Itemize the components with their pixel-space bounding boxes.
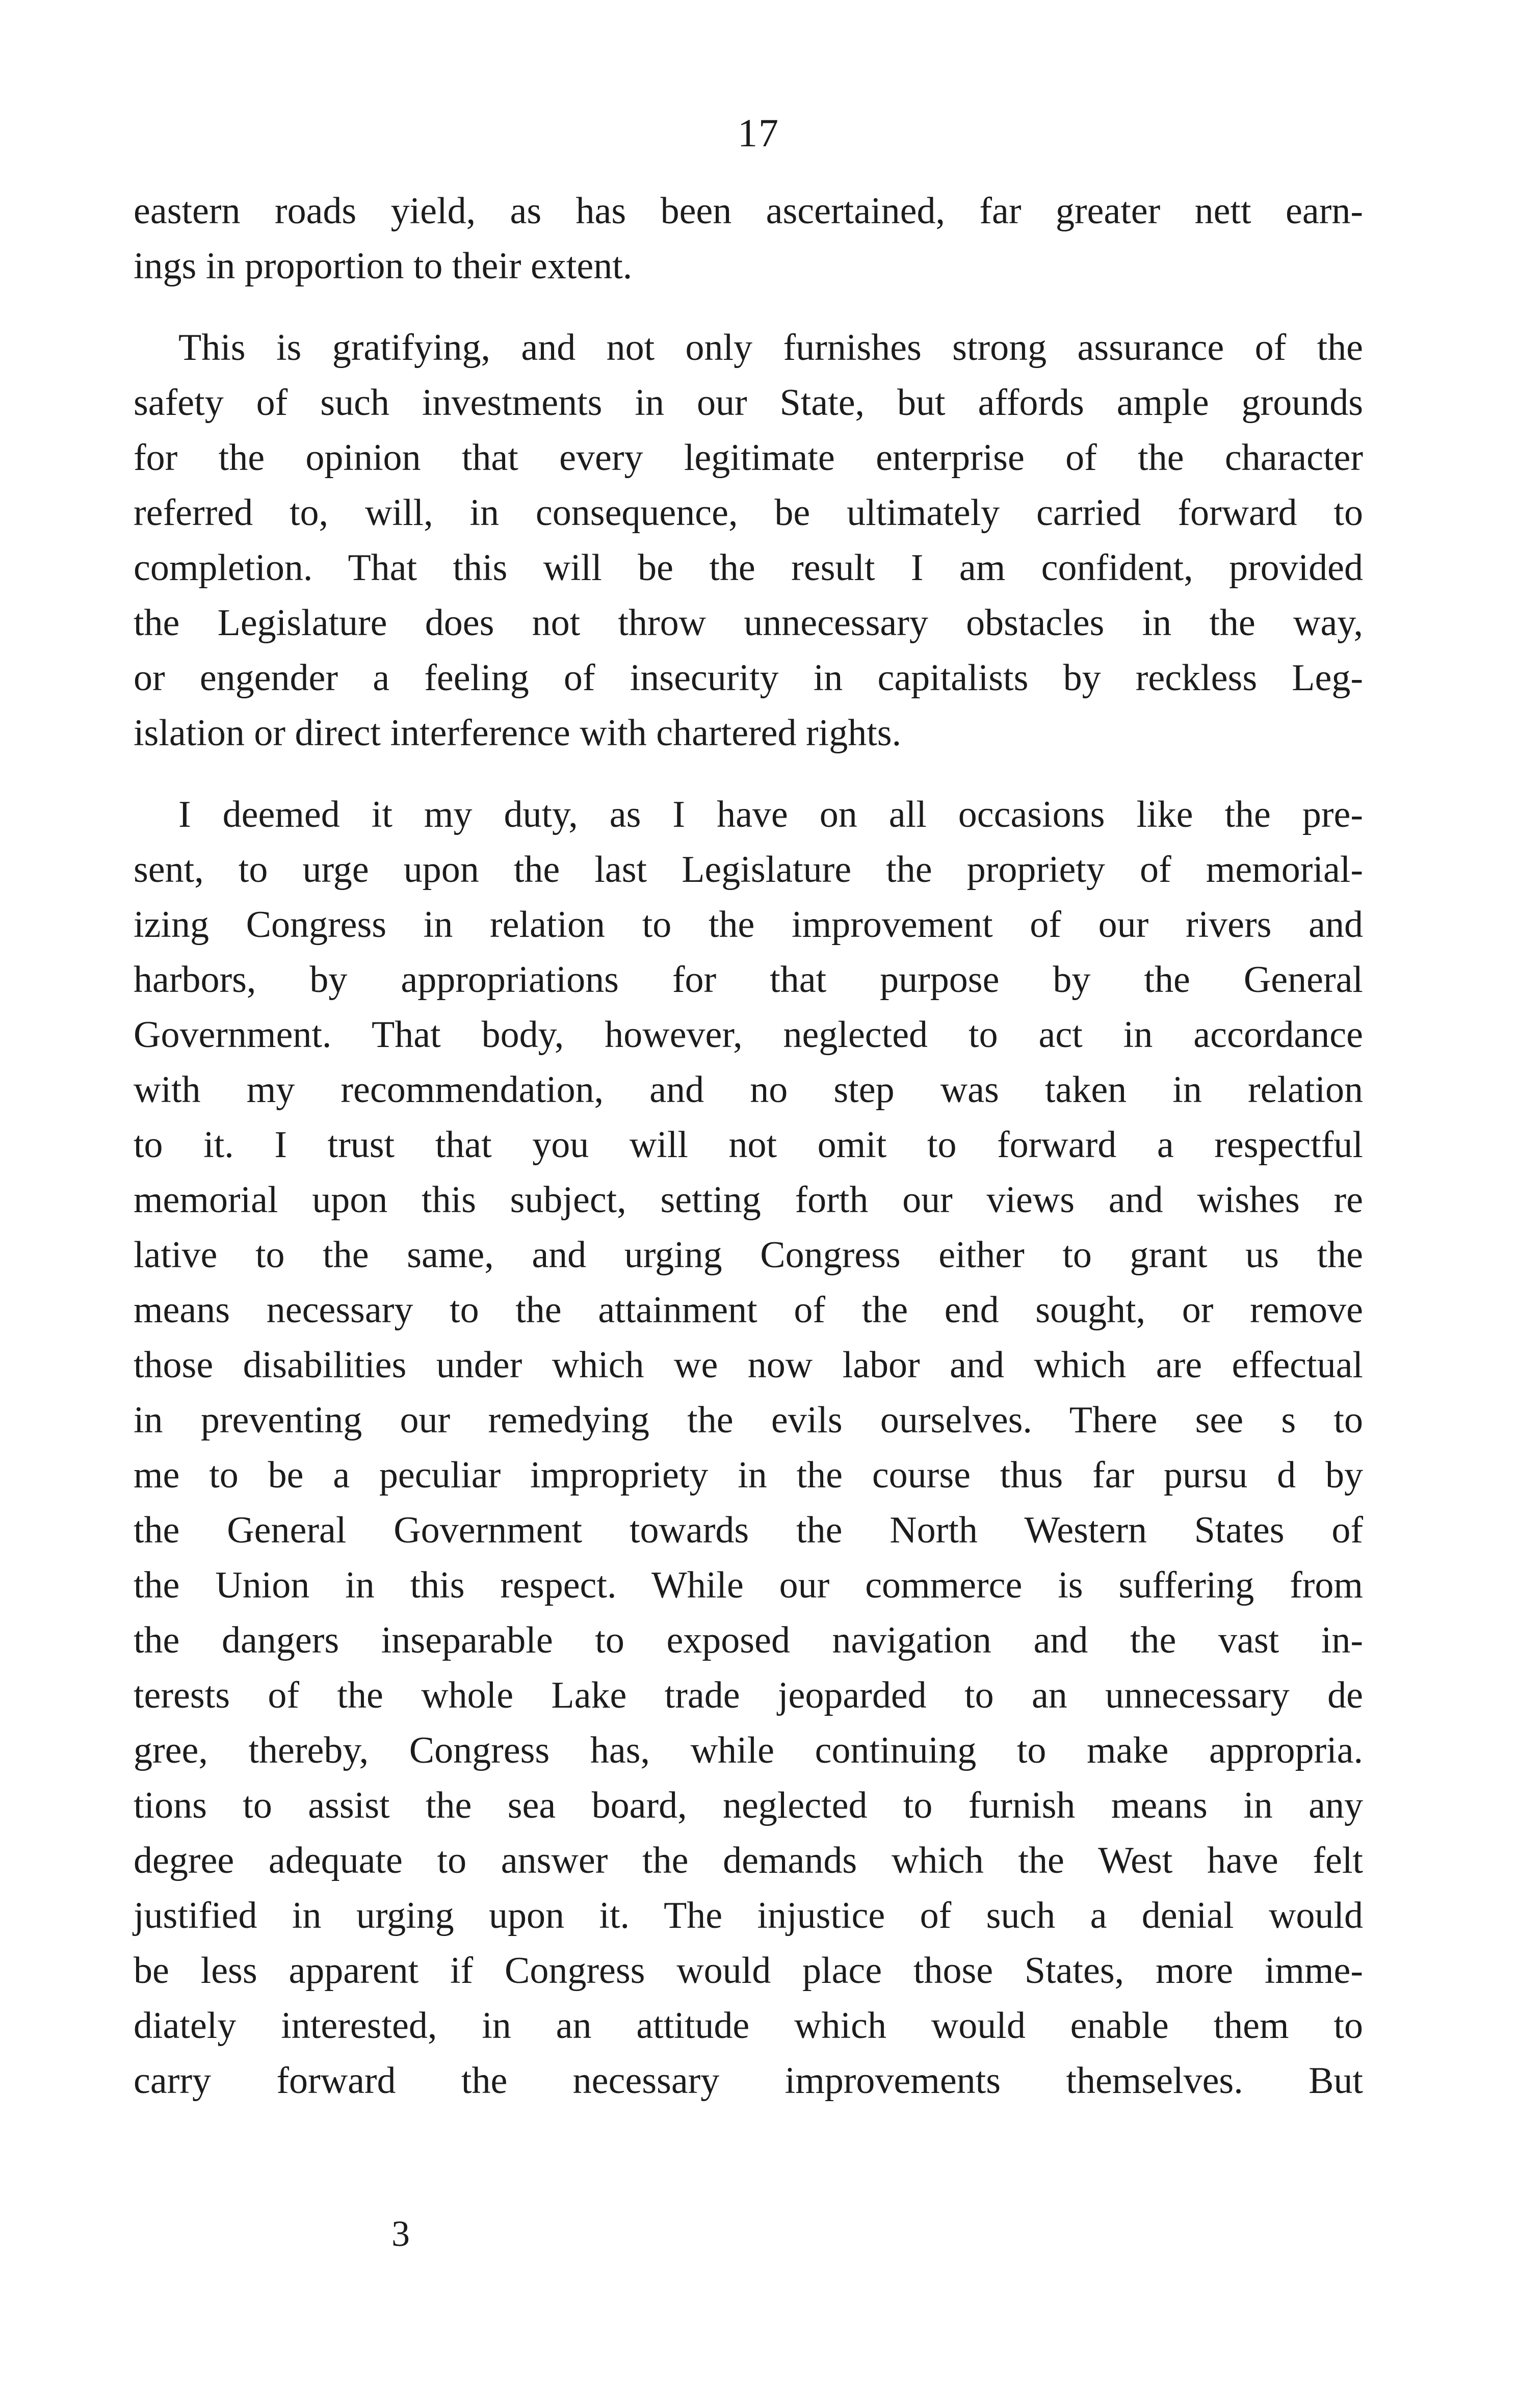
paragraph — [134, 787, 1363, 2108]
text-line: terests of the whole Lake trade jeoparded to an unnecessary de — [134, 1674, 1363, 1716]
paragraph — [134, 320, 1363, 761]
text-line: This is gratifying, and not only furnishes strong assurance of the — [178, 327, 1363, 369]
text-line: I deemed it my duty, as I have on all occasions like the pre- — [178, 794, 1363, 835]
signature-mark: 3 — [391, 2213, 410, 2254]
text-line: lative to the same, and urging Congress either to grant us the — [134, 1234, 1363, 1276]
text-line: the dangers inseparable to exposed navigation and the vast in- — [134, 1619, 1363, 1661]
text-line: in preventing our remedying the evils ourselves. There see s to — [134, 1399, 1363, 1441]
text-line: for the opinion that every legitimate enterprise of the character — [134, 437, 1363, 479]
text-line: ings in proportion to their extent. — [134, 245, 633, 287]
text-line: means necessary to the attainment of the end sought, or remove — [134, 1289, 1363, 1331]
text-line: or engender a feeling of insecurity in capitalists by reckless Leg- — [134, 657, 1363, 699]
text-line: sent, to urge upon the last Legislature the propriety of memorial- — [134, 849, 1363, 891]
text-line: the General Government towards the North Western States of — [134, 1509, 1363, 1551]
text-line: justified in urging upon it. The injustice of such a denial would — [134, 1895, 1363, 1936]
text-line: those disabilities under which we now labor and which are effectual — [134, 1344, 1363, 1386]
text-line: me to be a peculiar impropriety in the course thus far pursu d by — [134, 1454, 1363, 1496]
text-line: the Legislature does not throw unnecessary obstacles in the way, — [134, 602, 1363, 644]
body-text — [134, 184, 1363, 2108]
text-line: referred to, will, in consequence, be ultimately carried forward to — [134, 492, 1363, 534]
text-line: izing Congress in relation to the improvement of our rivers and — [134, 904, 1363, 946]
text-line: completion. That this will be the result I am confident, provided — [134, 547, 1363, 589]
text-line: to it. I trust that you will not omit to forward a respectful — [134, 1124, 1363, 1166]
text-line: harbors, by appropriations for that purpose by the General — [134, 959, 1363, 1001]
text-line: the Union in this respect. While our commerce is suffering from — [134, 1564, 1363, 1606]
text-line: memorial upon this subject, setting forth our views and wishes re — [134, 1179, 1363, 1221]
text-line: islation or direct interference with chartered rights. — [134, 712, 902, 754]
text-line: diately interested, in an attitude which would enable them to — [134, 2005, 1363, 2047]
text-line: gree, thereby, Congress has, while continuing to make appropria. — [134, 1730, 1363, 1771]
text-line: eastern roads yield, as has been ascertained, far greater nett earn- — [134, 190, 1363, 232]
text-line: carry forward the necessary improvements themselves. But — [134, 2060, 1363, 2102]
text-line: degree adequate to answer the demands which the West have felt — [134, 1840, 1363, 1881]
page-number: 17 — [738, 111, 779, 155]
paragraph — [134, 184, 1363, 294]
text-line: tions to assist the sea board, neglected to furnish means in any — [134, 1785, 1363, 1826]
text-line: safety of such investments in our State, but affords ample grounds — [134, 382, 1363, 424]
text-line: with my recommendation, and no step was taken in relation — [134, 1069, 1363, 1111]
text-line: be less apparent if Congress would place those States, more imme- — [134, 1950, 1363, 1992]
text-line: Government. That body, however, neglected to act in accordance — [134, 1014, 1363, 1056]
